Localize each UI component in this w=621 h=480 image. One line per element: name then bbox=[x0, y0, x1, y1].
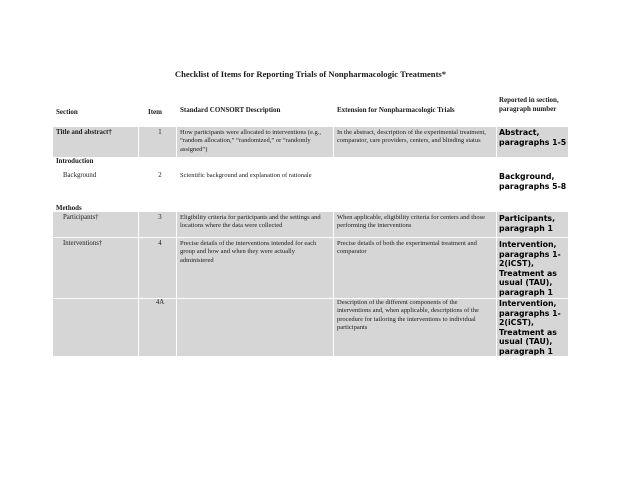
header-item: Item bbox=[148, 108, 162, 116]
header-extension: Extension for Nonpharmacologic Trials bbox=[337, 106, 455, 114]
row-standard-4: Precise details of the interventions intended for each group and how and when they were actually administered bbox=[180, 240, 317, 264]
page-title: Checklist of Items for Reporting Trials of Nonpharmacologic Treatments* bbox=[174, 69, 447, 79]
row-item-3: 3 bbox=[158, 214, 162, 221]
row-reported-1: Abstract, paragraphs 1-5 bbox=[499, 128, 567, 147]
row-standard-1: How participants were allocated to interventions (e.g., “random allocation,” “randomized,” or “randomly assigned”) bbox=[180, 129, 321, 153]
row-reported-2: Background, paragraphs 5-8 bbox=[499, 172, 567, 191]
row-extension-4a: Description of the different components of the interventions and, when applicable, descriptions of the procedure for tailoring the interventions to individual participants bbox=[337, 299, 479, 332]
row-extension-1: In the abstract, description of the experimental treatment, comparator, care providers, centers, and blinding status bbox=[337, 129, 486, 145]
group-label-methods: Methods bbox=[56, 205, 82, 212]
row-reported-3: Participants, paragraph 1 bbox=[499, 214, 556, 233]
row-extension-3: When applicable, eligibility criteria for centers and those performing the interventions bbox=[337, 214, 485, 230]
row-item-1: 1 bbox=[158, 129, 162, 136]
group-label-introduction: Introduction bbox=[56, 158, 94, 165]
row-section-title-abstract: Title and abstract† bbox=[56, 129, 112, 136]
row-section-interventions: Interventions† bbox=[63, 240, 103, 247]
header-standard: Standard CONSORT Description bbox=[180, 106, 281, 114]
row-reported-4a: Intervention, paragraphs 1-2(iCST), Treatment as usual (TAU), paragraph 1 bbox=[499, 299, 561, 356]
row-standard-2: Scientific background and explanation of rationale bbox=[180, 172, 312, 179]
row-item-4: 4 bbox=[158, 240, 162, 247]
header-section: Section bbox=[56, 108, 78, 116]
row-item-2: 2 bbox=[158, 172, 162, 179]
row-section-background: Background bbox=[63, 172, 97, 179]
row-standard-3: Eligibility criteria for participants and the settings and locations where the data were collected bbox=[180, 214, 321, 230]
row-item-4a: 4A bbox=[155, 299, 165, 306]
row-extension-4: Precise details of both the experimental treatment and comparator bbox=[337, 240, 477, 256]
header-reported: Reported in section, paragraph number bbox=[499, 96, 559, 114]
row-section-participants: Participants† bbox=[63, 214, 99, 221]
row-reported-4: Intervention, paragraphs 1-2(iCST), Treatment as usual (TAU), paragraph 1 bbox=[499, 240, 561, 297]
